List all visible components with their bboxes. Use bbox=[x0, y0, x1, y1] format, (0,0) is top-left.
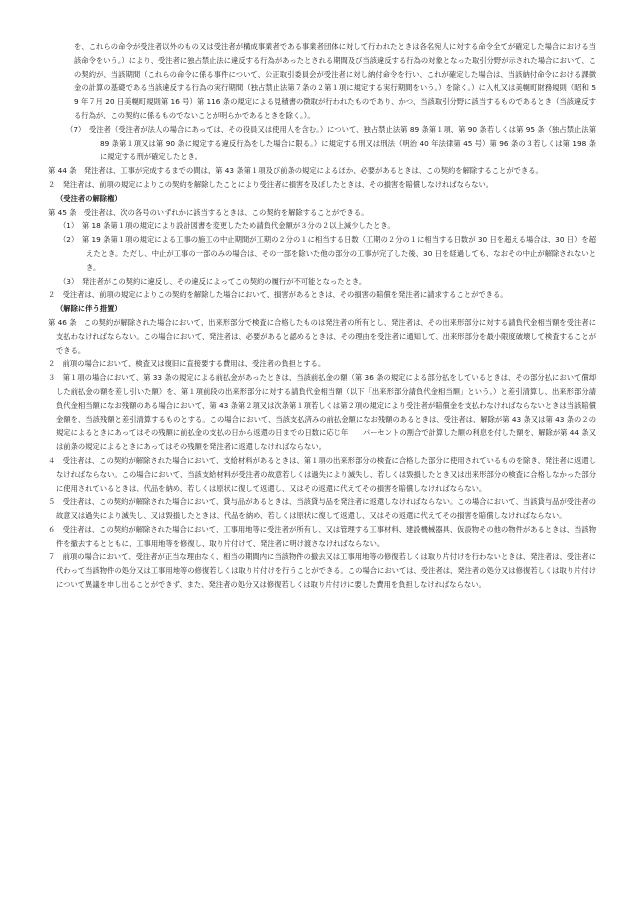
article-46: 第 46 条 この契約が解除された場合において、出来形部分で検査に合格したものは発注者の所有とし、発注者は、その出来形部分に対する請負代金相当額を受注者に支払わなければならない。この場合において、発注者は、必要があると認めるときは、その理由を受注者に通知して、出来形部分を最小限度破壊して検査することができる。 bbox=[48, 317, 596, 355]
article-45-heading: （受注者の解除権） bbox=[56, 193, 122, 203]
article-45-item-1: （1） 第 18 条第１項の規定により設計図書を変更したため請負代金額が３分の２以上減少したとき。 bbox=[59, 221, 395, 231]
article-46-paragraph-6: ６ 受注者は、この契約が解除された場合において、工事用地等に受注者が所有し、又は管理する工事材料、建設機械器具、仮設物その他の物件があるときは、当該物件を撤去するとともに、工事用地等を修復し、取り片付けて、発注者に明け渡さなければならない。 bbox=[48, 524, 596, 548]
article-45: 第 45 条 受注者は、次の各号のいずれかに該当するときは、この契約を解除することができる。 bbox=[48, 207, 369, 217]
article-45-item-3: （3） 発注者がこの契約に違反し、その違反によってこの契約の履行が不可能となったとき。 bbox=[59, 276, 367, 286]
article-46-paragraph-3: ３ 第１項の場合において、第 33 条の規定による前払金があったときは、当該前払金の額（第 36 条の規定による部分払をしているときは、その部分払において償却した前払金の額を差し引いた額）を、第１項前段の出来形部分に対する請負代金相当額（以下「出来形部分請負代金相当額」という。）と差引清算し、出来形部分請負代金相当額になお残額のある場合において、第 43 条第２項又は次条第１項若しくは第２項の規定により受注者が賠償金を支払わなければならないときは当該賠償金額を、当該残額と差引清算するものとする。この場合において、当該支払済みの前払金額になお残額のあるときは、受注者は、解除が第 43 条又は第 43 条の２の規定によるときにあってはその残額に前払金の支払の日から返還の日までの日数に応じ年 パーセントの割合で計算した額の利息を付した額を、解除が第 44 条又は前条の規定によるときにあってはその残額を発注者に返還しなければならない。 bbox=[48, 373, 596, 452]
article-45-item-2: （2） 第 19 条第１項の規定による工事の施工の中止期間が工期の２分の１に相当する日数（工期の２分の１に相当する日数が 30 日を超える場合は、30 日）を超えたとき。ただし、中止が工事の一部のみの場合は、その一部を除いた他の部分の工事が完了した後、30 日を経過しても、なおその中止が解除されないとき。 bbox=[59, 235, 596, 272]
article-46-paragraph-2: ２ 前項の場合において、検査又は復旧に直接要する費用は、受注者の負担とする。 bbox=[48, 359, 326, 369]
article-44: 第 44 条 発注者は、工事が完成するまでの間は、第 43 条第１項及び前条の規定によるほか、必要があるときは、この契約を解除することができる。 bbox=[48, 166, 543, 176]
article-45-paragraph-2: ２ 受注者は、前項の規定によりこの契約を解除した場合において、損害があるときは、その損害の賠償を発注者に請求することができる。 bbox=[48, 290, 508, 300]
article-46-heading: （解除に伴う措置） bbox=[56, 304, 122, 314]
article-44-paragraph-2: ２ 発注者は、前項の規定によりこの契約を解除したことにより受注者に損害を及ぼしたときは、その損害を賠償しなければならない。 bbox=[48, 179, 494, 189]
article-46-paragraph-5: ５ 受注者は、この契約が解除された場合において、貸与品があるときは、当該貸与品を発注者に返還しなければならない。この場合において、当該貸与品が受注者の故意又は過失により滅失し、又は毀損したときは、代品を納め、若しくは原状に復して返還し、又はその返還に代えてその損害を賠償しなければならない。 bbox=[48, 497, 596, 521]
continued-paragraph: を、これらの命令が受注者以外のもの又は受注者が構成事業者である事業者団体に対して行われたときは各名宛人に対する命令全てが確定した場合における当該命令をいう。）により、受注者に独占禁止法に違反する行為があったとされる期間及び当該違反する行為の対象となった取引分野が示された場合において、この契約が、当該期間（これらの命令に係る事件について、公正取引委員会が受注者に対し納付命令を行い、これが確定した場合は、当該納付命令における課徴金の計算の基礎である当該違反する行為の実行期間（独占禁止法第７条の２第１項に規定する実行期間をいう。）を除く。）に入札又は美幌町財務規則（昭和 59 年７月 20 日美幌町規則第 16 号）第 116 条の規定による見積書の徴取が行われたものであり、かつ、当該取引分野に該当するものであるとき（当該違反する行為が、この契約に係るものでないことが明らかであるときを除く。）。 bbox=[74, 42, 596, 120]
list-item-7: （7） 受注者（受注者が法人の場合にあっては、その役員又は使用人を含む。）について、独占禁止法第 89 条第１項、第 90 条若しくは第 95 条（独占禁止法第 89 条第１項又は第 90 条に規定する違反行為をした場合に限る。）に規定する刑又は刑法（明治 40 年法律第 45 号）第 96 条の３若しくは第 198 条に規定する刑が確定したとき。 bbox=[66, 124, 599, 162]
article-46-paragraph-4: ４ 受注者は、この契約が解除された場合において、支給材料があるときは、第１項の出来形部分の検査に合格した部分に使用されているものを除き、発注者に返還しなければならない。この場合において、当該支給材料が受注者の故意若しくは過失により滅失し、若しくは毀損したとき又は出来形部分の検査に合格しなかった部分に使用されているときは、代品を納め、若しくは原状に復して返還し、又はその返還に代えてその損害を賠償しなければならない。 bbox=[48, 455, 596, 493]
article-46-paragraph-7: ７ 前項の場合において、受注者が正当な理由なく、相当の期間内に当該物件の撤去又は工事用地等の修復若しくは取り片付けを行わないときは、発注者は、受注者に代わって当該物件の処分又は工事用地等の修復若しくは取り片付けを行うことができる。この場合においては、受注者は、発注者の処分又は修復若しくは取り片付けについて異議を申し出ることができず、また、発注者の処分又は修復若しくは取り片付けに要した費用を負担しなければならない。 bbox=[48, 552, 596, 590]
